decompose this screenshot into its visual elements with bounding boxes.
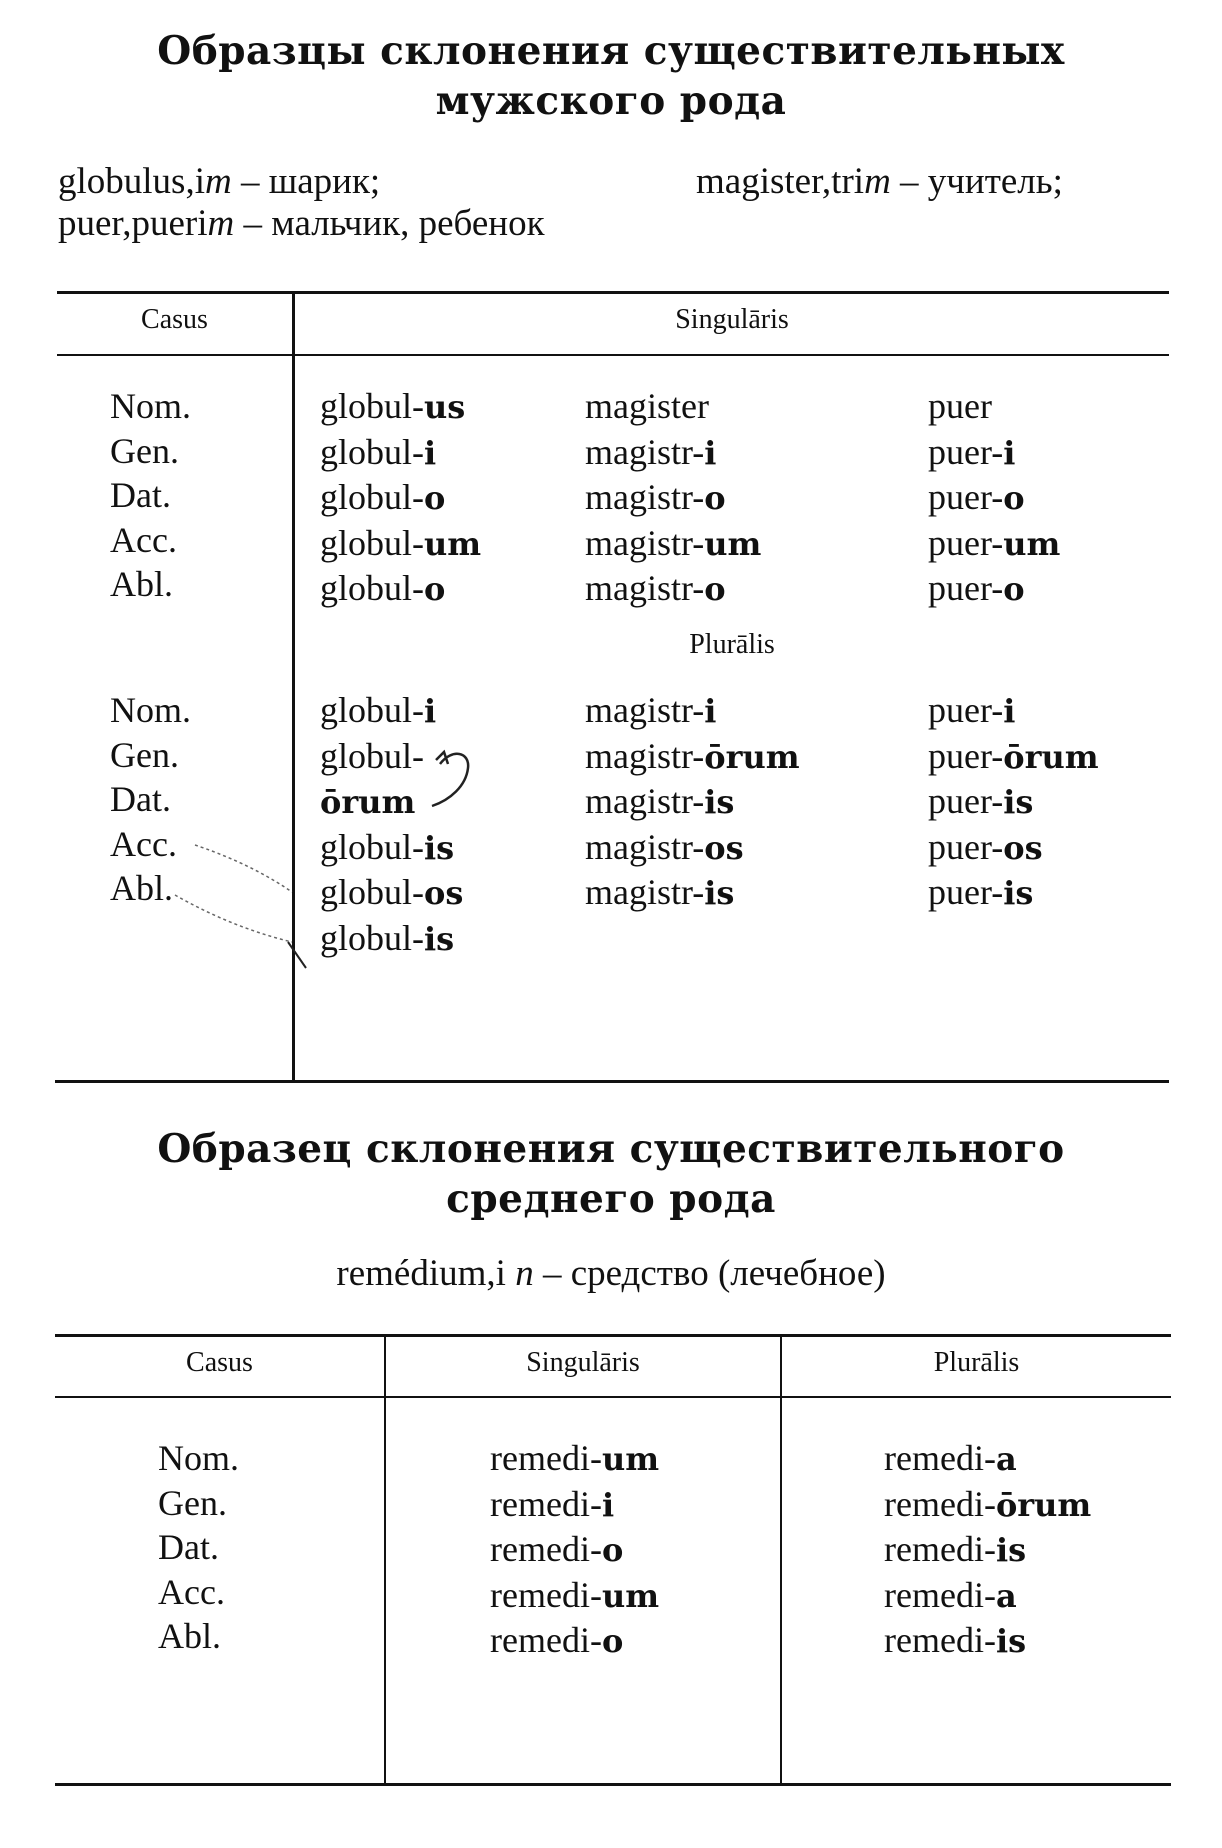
form-cell: puer-o <box>928 477 1025 517</box>
form-cell: magistr-is <box>585 872 735 912</box>
form-cell: magistr-o <box>585 568 726 608</box>
form-cell: magistr-ōrum <box>585 735 800 776</box>
table2-header-pluralis: Plurālis <box>933 1347 1020 1378</box>
form-cell: globul-i <box>320 690 437 730</box>
form-cell: globul-os <box>320 872 464 912</box>
form-cell: ōrum <box>320 783 416 821</box>
case-label: Acc. <box>110 823 177 864</box>
form-cell: magistr-o <box>585 477 726 517</box>
neut-title-line1: Образец склонения существительного <box>157 1126 1065 1172</box>
form-cell: remedi-a <box>884 1574 1017 1615</box>
form-cell: globul-um <box>320 522 482 563</box>
masc-title-line2: мужского рода <box>435 78 787 124</box>
case-label: Abl. <box>158 1616 221 1656</box>
form-cell: remedi-ōrum <box>884 1483 1092 1524</box>
case-label: Nom. <box>158 1438 239 1478</box>
vocab-remedium: remédium,i n – средство (лечебное) <box>336 1253 886 1294</box>
table2-header-rule <box>55 1396 1171 1398</box>
masc-title-line1: Образцы склонения существительных <box>157 28 1065 74</box>
table2-header-singularis: Singulāris <box>526 1347 640 1378</box>
form-cell: puer-o <box>928 568 1025 608</box>
table2-bottom-rule <box>55 1783 1171 1786</box>
form-cell: remedi-o <box>490 1620 624 1660</box>
table2-top-rule <box>55 1334 1171 1337</box>
vocab-globulus: globulus,im – шарик; <box>58 161 381 202</box>
table1-pluralis-label: Plurālis <box>689 629 775 660</box>
form-cell: magistr-is <box>585 781 735 821</box>
remedium-plural-column <box>884 1436 1091 1664</box>
form-cell: remedi-i <box>490 1483 615 1524</box>
form-cell: puer-ōrum <box>928 735 1099 776</box>
table1-header-singularis: Singulāris <box>675 304 789 335</box>
form-cell: puer-um <box>928 522 1061 563</box>
form-cell: globul-i <box>320 431 437 472</box>
form-cell: puer-i <box>928 431 1016 472</box>
form-cell: remedi-um <box>490 1438 660 1478</box>
form-cell: globul-us <box>320 386 466 426</box>
form-cell: remedi-is <box>884 1620 1027 1660</box>
form-cell: globul-o <box>320 568 446 608</box>
form-cell: magistr-i <box>585 431 717 472</box>
table2-divider-2 <box>780 1334 782 1786</box>
case-label: Gen. <box>110 734 179 775</box>
form-cell: magistr-i <box>585 690 717 730</box>
form-cell: globul- <box>320 735 424 776</box>
form-cell: puer-is <box>928 781 1034 821</box>
form-cell: globul-o <box>320 477 446 517</box>
form-cell: puer <box>928 386 992 426</box>
case-label: Dat. <box>110 779 171 819</box>
case-label: Dat. <box>110 475 171 515</box>
case-label: Acc. <box>158 1571 225 1612</box>
form-cell: magister <box>585 386 709 426</box>
form-cell: puer-is <box>928 872 1034 912</box>
form-cell: remedi-o <box>490 1529 624 1569</box>
form-cell: remedi-um <box>490 1574 660 1615</box>
case-label: Abl. <box>110 868 173 908</box>
case-label: Acc. <box>110 519 177 560</box>
vocab-magister: magister,trim – учитель; <box>696 161 1063 202</box>
case-label: Gen. <box>110 430 179 471</box>
form-cell: globul-is <box>320 826 455 867</box>
form-cell: remedi-a <box>884 1438 1017 1478</box>
table2-divider-1 <box>384 1334 386 1786</box>
neut-title-line2: среднего рода <box>446 1176 776 1222</box>
table1-header-casus: Casus <box>141 304 208 335</box>
vocab-puer: puer,puerim – мальчик, ребенок <box>58 203 545 244</box>
case-label: Dat. <box>158 1527 219 1567</box>
form-cell: magistr-um <box>585 522 762 563</box>
case-label: Nom. <box>110 386 191 426</box>
table2-header-casus: Casus <box>186 1347 253 1378</box>
form-cell: magistr-os <box>585 826 744 867</box>
remedium-singular-column <box>490 1436 659 1664</box>
table2-cases <box>158 1436 239 1659</box>
case-label: Abl. <box>110 564 173 604</box>
form-cell: puer-i <box>928 690 1016 730</box>
form-cell: remedi-is <box>884 1529 1027 1569</box>
case-label: Nom. <box>110 690 191 730</box>
case-label: Gen. <box>158 1482 227 1523</box>
form-cell: puer-os <box>928 826 1043 867</box>
form-cell: globul-is <box>320 917 455 958</box>
